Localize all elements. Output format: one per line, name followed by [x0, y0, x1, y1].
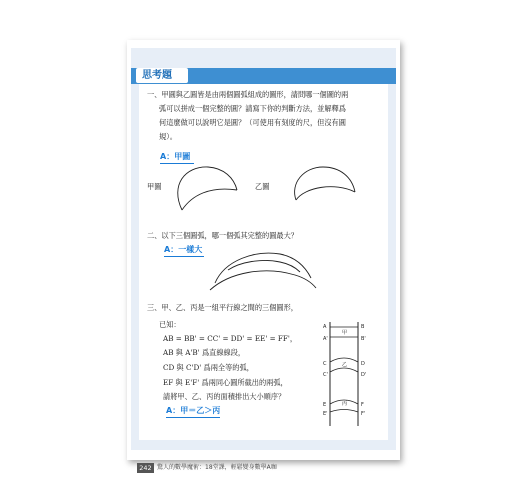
q3-given: 已知：	[159, 320, 181, 329]
q1-line-1: 一、甲圓與乙圓皆是由兩個圓弧組成的圖形，請問哪一個圖的兩	[147, 90, 349, 99]
q3-equation: AB = BB' = CC' = DD' = EE' = FF'，	[163, 334, 298, 343]
q3-label-F: F	[361, 402, 364, 408]
q3-condition-2: CD 與 C'D' 爲兩全等的弧，	[163, 363, 254, 372]
q3-label-Ep: E'	[323, 411, 328, 417]
page-number: 242	[137, 463, 154, 473]
q3-label-bing: 丙	[342, 401, 348, 407]
q3-condition-3: EF 與 E'F' 爲兩同心圓所截出的兩弧，	[163, 378, 288, 387]
q3-arc-cpdp	[330, 368, 358, 372]
q3-label-E: E	[323, 402, 327, 408]
q3-label-D: D	[361, 361, 365, 367]
q1-line-3: 何這麼做可以說明它是圓？（可使用有刻度的尺，但沒有圓	[159, 118, 346, 127]
q1-line-4: 規）。	[159, 132, 177, 141]
q3-answer: A：甲＝乙＞丙	[166, 406, 221, 415]
q3-label-yi: 乙	[342, 362, 348, 368]
q3-question: 請將甲、乙、丙的面積排出大小順序？	[163, 392, 286, 401]
q2-line: 二、以下三個圓弧，哪一個弧其完整的圓最大？	[147, 231, 298, 240]
q3-label-jia: 甲	[342, 330, 348, 336]
q3-label-A: A	[323, 324, 327, 330]
footer-title: 驚人的數學魔術：18堂課，輕鬆變身數學A咖	[157, 464, 277, 471]
q1-answer: A：甲圖	[160, 152, 191, 161]
q1-label-yi: 乙圖	[255, 182, 270, 191]
q3-label-Cp: C'	[323, 372, 328, 378]
q3-label-Ap: A'	[323, 336, 328, 342]
q1-label-jia: 甲圖	[147, 182, 162, 191]
q3-label-C: C	[323, 361, 327, 367]
q3-label-Fp: F'	[361, 411, 366, 417]
q2-answer: A：一樣大	[164, 245, 203, 254]
q3-label-Bp: B'	[361, 336, 366, 342]
section-title: 思考題	[142, 70, 172, 81]
q3-label-B: B	[361, 324, 365, 330]
q3-condition-1: AB 與 A'B' 爲直線線段，	[163, 348, 246, 357]
q3-label-Dp: D'	[361, 372, 367, 378]
q3-arc-epfp	[330, 410, 358, 413]
q3-line: 三、甲、乙、丙是一組平行線之間的三個圓形，	[147, 303, 298, 312]
q1-line-2: 弧可以拼成一個完整的圓？請寫下你的判斷方法，並解釋爲	[159, 104, 346, 113]
